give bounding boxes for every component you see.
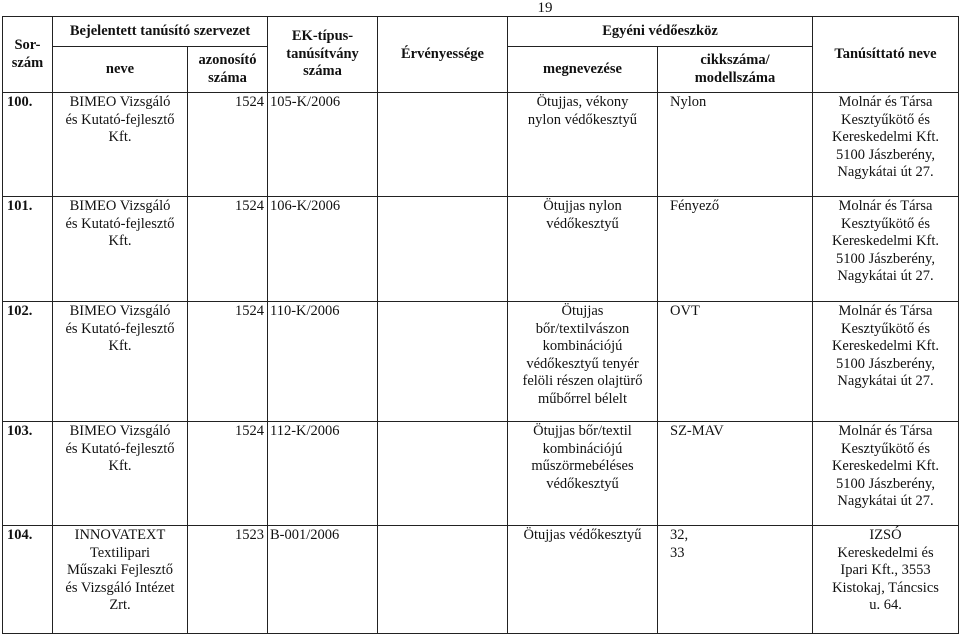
table-row	[3, 422, 959, 526]
organization-id: 1523	[188, 526, 268, 634]
certifier-name: Molnár és Társa Kesztyűkötő és Kereskedelmi Kft. 5100 Jászberény, Nagykátai út 27.	[813, 93, 959, 197]
article-number: 32, 33	[658, 526, 813, 634]
row-number: 103.	[3, 422, 53, 526]
header-azonosito: azonosító száma	[188, 47, 268, 93]
header-neve: neve	[53, 47, 188, 93]
certifier-name: IZSÓ Kereskedelmi és Ipari Kft., 3553 Kistokaj, Táncsics u. 64.	[813, 526, 959, 634]
organization-id: 1524	[188, 197, 268, 302]
row-number: 104.	[3, 526, 53, 634]
equipment-name: Ötujjas, vékony nylon védőkesztyű	[508, 93, 658, 197]
certifier-name: Molnár és Társa Kesztyűkötő és Kereskedelmi Kft. 5100 Jászberény, Nagykátai út 27.	[813, 302, 959, 422]
organization-id: 1524	[188, 93, 268, 197]
certificate-number: 110-K/2006	[268, 302, 378, 422]
equipment-name: Ötujjas nylon védőkesztyű	[508, 197, 658, 302]
table-row	[3, 93, 959, 197]
header-cikkszama: cikkszáma/ modellszáma	[658, 47, 813, 93]
page-number: 19	[537, 0, 553, 16]
table-row	[3, 302, 959, 422]
article-number: Fényező	[658, 197, 813, 302]
article-number: SZ-MAV	[658, 422, 813, 526]
certificate-number: 106-K/2006	[268, 197, 378, 302]
certificate-number: 112-K/2006	[268, 422, 378, 526]
header-bejelentett: Bejelentett tanúsító szervezet	[53, 17, 268, 47]
validity	[378, 526, 508, 634]
header-sorszam: Sor- szám	[3, 17, 53, 93]
validity	[378, 93, 508, 197]
certificate-number: 105-K/2006	[268, 93, 378, 197]
certificate-table	[2, 16, 959, 634]
organization-name: BIMEO Vizsgáló és Kutató-fejlesztő Kft.	[53, 422, 188, 526]
validity	[378, 302, 508, 422]
certifier-name: Molnár és Társa Kesztyűkötő és Kereskedelmi Kft. 5100 Jászberény, Nagykátai út 27.	[813, 197, 959, 302]
validity	[378, 197, 508, 302]
organization-name: BIMEO Vizsgáló és Kutató-fejlesztő Kft.	[53, 197, 188, 302]
certifier-name: Molnár és Társa Kesztyűkötő és Kereskedelmi Kft. 5100 Jászberény, Nagykátai út 27.	[813, 422, 959, 526]
organization-name: BIMEO Vizsgáló és Kutató-fejlesztő Kft.	[53, 302, 188, 422]
equipment-name: Ötujjas védőkesztyű	[508, 526, 658, 634]
organization-id: 1524	[188, 422, 268, 526]
organization-name: BIMEO Vizsgáló és Kutató-fejlesztő Kft.	[53, 93, 188, 197]
table-row	[3, 526, 959, 634]
equipment-name: Ötujjas bőr/textilvászon kombinációjú védőkesztyű tenyér felöli részen olajtürő műbőrrel bélelt	[508, 302, 658, 422]
row-number: 101.	[3, 197, 53, 302]
row-number: 102.	[3, 302, 53, 422]
article-number: OVT	[658, 302, 813, 422]
header-ervenyesseg: Érvényessége	[378, 17, 508, 93]
validity	[378, 422, 508, 526]
header-ektipus: EK-típus- tanúsítvány száma	[268, 17, 378, 93]
equipment-name: Ötujjas bőr/textil kombinációjú műszörmebéléses védőkesztyű	[508, 422, 658, 526]
header-megnevezese: megnevezése	[508, 47, 658, 93]
row-number: 100.	[3, 93, 53, 197]
article-number: Nylon	[658, 93, 813, 197]
header-egyeni: Egyéni védőeszköz	[508, 17, 813, 47]
organization-name: INNOVATEXT Textilipari Műszaki Fejlesztő és Vizsgáló Intézet Zrt.	[53, 526, 188, 634]
table-row	[3, 197, 959, 302]
certificate-number: B-001/2006	[268, 526, 378, 634]
header-tanusittato: Tanúsíttató neve	[813, 17, 959, 93]
organization-id: 1524	[188, 302, 268, 422]
